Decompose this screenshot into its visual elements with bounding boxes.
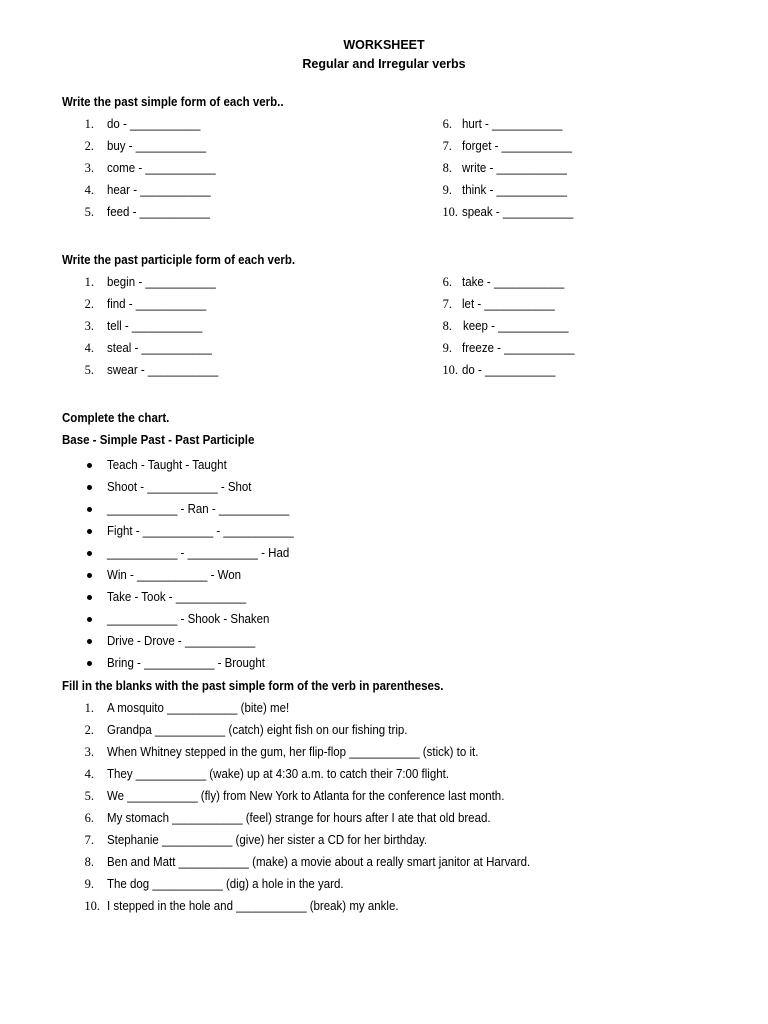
list-number: 7. [84, 833, 94, 847]
list-item: begin - ___________ [107, 275, 216, 289]
section2-heading: Write the past participle form of each verb. [62, 253, 296, 267]
worksheet-subtitle: Regular and Irregular verbs [302, 57, 466, 71]
list-item: Teach - Taught - Taught [107, 458, 227, 472]
worksheet-title: WORKSHEET [343, 38, 425, 52]
list-item: Ben and Matt ___________ (make) a movie about a really smart janitor at Harvard. [107, 855, 531, 869]
list-item: do - ___________ [107, 117, 201, 131]
list-item: Stephanie ___________ (give) her sister a CD for her birthday. [107, 833, 428, 847]
list-number: 4. [84, 767, 94, 781]
list-item: My stomach ___________ (feel) strange for hours after I ate that old bread. [107, 811, 491, 825]
list-number: 8. [84, 855, 94, 869]
list-item: hurt - ___________ [462, 117, 563, 131]
list-item: do - ___________ [462, 363, 556, 377]
list-item: feed - ___________ [107, 205, 210, 219]
list-item: write - ___________ [462, 161, 567, 175]
list-number: 5. [84, 363, 94, 377]
section4-heading: Fill in the blanks with the past simple form of the verb in parentheses. [62, 679, 444, 693]
list-item: Win - ___________ - Won [107, 568, 242, 582]
list-number: 2. [84, 297, 94, 311]
bullet-icon [87, 485, 92, 490]
bullet-icon [87, 551, 92, 556]
list-item: They ___________ (wake) up at 4:30 a.m. to catch their 7:00 flight. [107, 767, 450, 781]
list-item: swear - ___________ [107, 363, 219, 377]
list-number: 2. [84, 139, 94, 153]
list-item: think - ___________ [462, 183, 567, 197]
list-item: Drive - Drove - ___________ [107, 634, 256, 648]
list-item: buy - ___________ [107, 139, 207, 153]
list-item: Shoot - ___________ - Shot [107, 480, 252, 494]
list-number: 8. [442, 161, 452, 175]
list-number: 10. [84, 899, 100, 913]
section1-heading: Write the past simple form of each verb.. [62, 95, 284, 109]
bullet-icon [87, 595, 92, 600]
list-number: 7. [442, 297, 452, 311]
list-item: forget - ___________ [462, 139, 572, 153]
list-item: Fight - ___________ - ___________ [107, 524, 294, 538]
list-item: ___________ - ___________ - Had [107, 546, 290, 560]
list-item: We ___________ (fly) from New York to Atlanta for the conference last month. [107, 789, 505, 803]
list-item: let - ___________ [462, 297, 555, 311]
list-number: 6. [442, 275, 452, 289]
list-item: Grandpa ___________ (catch) eight fish on our fishing trip. [107, 723, 408, 737]
list-item: keep - ___________ [463, 319, 569, 333]
list-number: 9. [442, 183, 452, 197]
list-number: 1. [84, 701, 94, 715]
list-number: 1. [84, 117, 94, 131]
bullet-icon [87, 661, 92, 666]
list-item: steal - ___________ [107, 341, 212, 355]
list-item: freeze - ___________ [462, 341, 575, 355]
bullet-icon [87, 507, 92, 512]
list-item: The dog ___________ (dig) a hole in the yard. [107, 877, 344, 891]
list-item: Bring - ___________ - Brought [107, 656, 265, 670]
list-number: 10. [442, 363, 458, 377]
list-item: come - ___________ [107, 161, 216, 175]
list-number: 4. [84, 183, 94, 197]
list-item: take - ___________ [462, 275, 565, 289]
bullet-icon [87, 529, 92, 534]
list-number: 3. [84, 319, 94, 333]
list-item: ___________ - Shook - Shaken [107, 612, 270, 626]
list-number: 3. [84, 745, 94, 759]
section3-subheading: Base - Simple Past - Past Participle [62, 433, 255, 447]
list-number: 9. [84, 877, 94, 891]
list-item: I stepped in the hole and ___________ (break) my ankle. [107, 899, 399, 913]
list-item: tell - ___________ [107, 319, 203, 333]
bullet-icon [87, 639, 92, 644]
list-number: 7. [442, 139, 452, 153]
list-item: Take - Took - ___________ [107, 590, 247, 604]
list-item: find - ___________ [107, 297, 207, 311]
list-number: 4. [84, 341, 94, 355]
list-number: 5. [84, 205, 94, 219]
list-number: 1. [84, 275, 94, 289]
list-number: 6. [84, 811, 94, 825]
list-number: 3. [84, 161, 94, 175]
list-number: 2. [84, 723, 94, 737]
list-item: speak - ___________ [462, 205, 574, 219]
list-item: ___________ - Ran - ___________ [107, 502, 290, 516]
list-number: 6. [442, 117, 452, 131]
list-item: A mosquito ___________ (bite) me! [107, 701, 290, 715]
list-number: 9. [442, 341, 452, 355]
bullet-icon [87, 463, 92, 468]
list-item: When Whitney stepped in the gum, her flip-flop ___________ (stick) to it. [107, 745, 479, 759]
list-number: 10. [442, 205, 458, 219]
list-number: 8. [442, 319, 452, 333]
section3-heading: Complete the chart. [62, 411, 170, 425]
list-item: hear - ___________ [107, 183, 211, 197]
bullet-icon [87, 573, 92, 578]
list-number: 5. [84, 789, 94, 803]
bullet-icon [87, 617, 92, 622]
